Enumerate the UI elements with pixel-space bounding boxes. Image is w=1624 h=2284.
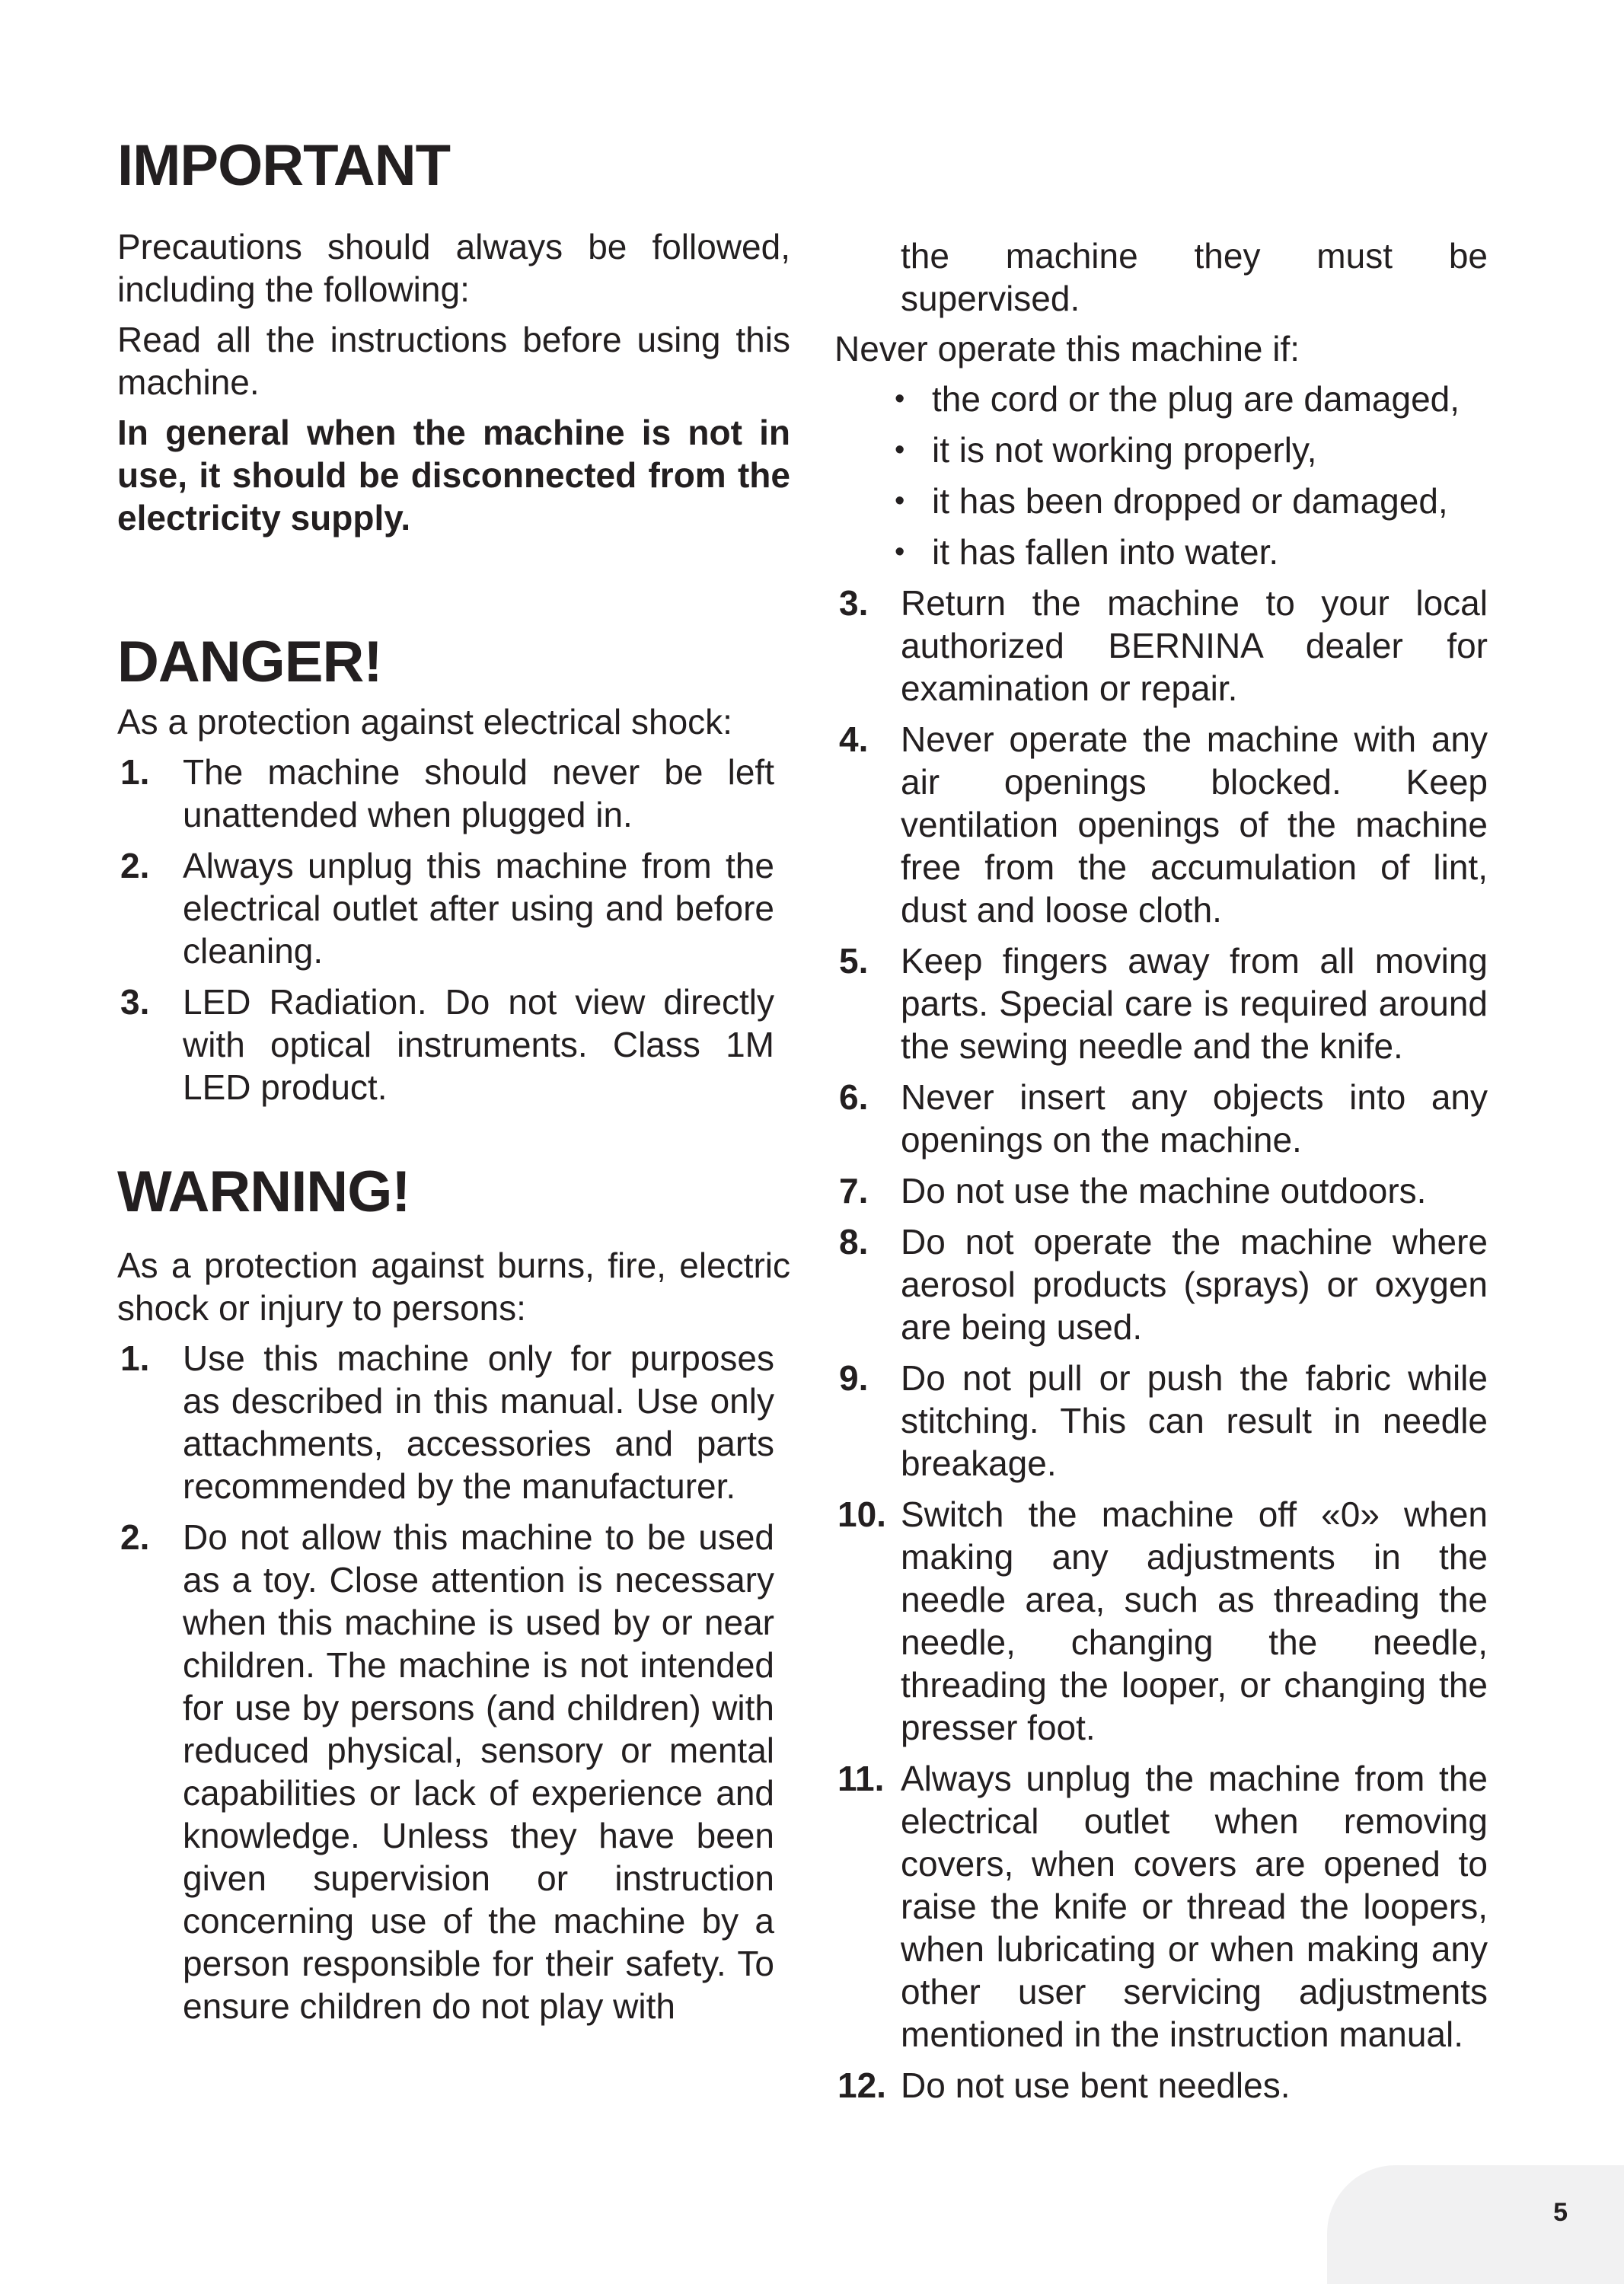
warning-item-number: 10. [838, 1494, 886, 1534]
warning-item-text: Return the machine to your local authorized BERNINA dealer for examination or repair. [901, 583, 1488, 708]
danger-item-text: LED Radiation. Do not view directly with optical instruments. Class 1M LED product. [183, 982, 774, 1107]
danger-item-number: 3. [120, 982, 150, 1022]
danger-item-2 [117, 844, 774, 972]
warning-item-number: 1. [120, 1338, 150, 1378]
page-number: 5 [1553, 2198, 1568, 2227]
bullet-icon: • [895, 485, 905, 517]
never-operate-item [834, 531, 1488, 573]
warning-heading: WARNING! [117, 1160, 410, 1224]
warning-item-12 [834, 2064, 1488, 2107]
important-read-instructions-text: Read all the instructions before using this machine. [117, 320, 790, 402]
warning-item-text: Switch the machine off «0» when making any adjustments in the needle area, such as threading the needle, changing the needle, threading the looper, or changing the presser foot. [901, 1494, 1488, 1747]
warning-item-number: 11. [838, 1759, 885, 1798]
danger-list [117, 751, 774, 1109]
warning-item-text: Never operate the machine with any air openings blocked. Keep ventilation openings of the machine free from the accumulation of lint, dust and loose cloth. [901, 719, 1488, 930]
danger-item-text: Always unplug this machine from the electrical outlet after using and before cleaning. [183, 846, 774, 971]
never-operate-item-text: it is not working properly, [932, 430, 1317, 470]
warning-item-3 [834, 582, 1488, 710]
danger-item-number: 2. [120, 846, 150, 885]
warning-item-number: 8. [839, 1222, 869, 1262]
bullet-icon: • [895, 434, 905, 466]
warning-item-number: 4. [839, 719, 869, 759]
warning-item-text: Do not use the machine outdoors. [901, 1171, 1427, 1211]
warning-item-text: Keep fingers away from all moving parts. Special care is required around the sewing needle and the knife. [901, 941, 1488, 1066]
bullet-icon: • [895, 383, 905, 415]
never-operate-item [834, 480, 1488, 522]
never-operate-item-text: it has fallen into water. [932, 532, 1279, 572]
never-operate-list [834, 378, 1488, 573]
warning-item-7 [834, 1169, 1488, 1212]
never-operate-item-text: it has been dropped or damaged, [932, 481, 1448, 521]
left-column [117, 0, 790, 2036]
never-operate-item [834, 378, 1488, 420]
warning-intro: As a protection against burns, fire, electric shock or injury to persons: [117, 1246, 790, 1328]
page-number-tab [1327, 2165, 1624, 2284]
warning-item-number: 3. [839, 583, 869, 623]
warning-item-1 [117, 1337, 774, 1507]
warning-item-text: Do not pull or push the fabric while stitching. This can result in needle breakage. [901, 1358, 1488, 1483]
warning-item-8 [834, 1220, 1488, 1348]
danger-item-1 [117, 751, 774, 836]
warning-item-text: Do not operate the machine where aerosol products (sprays) or oxygen are being used. [901, 1222, 1488, 1347]
warning-item-text: Always unplug the machine from the electrical outlet when removing covers, when covers are opened to raise the knife or thread the loopers, when lubricating or when making any other user servicing adjustments mentioned in the instruction manual. [901, 1759, 1488, 2054]
warning-item-10 [834, 1493, 1488, 1749]
warning-item-number: 2. [120, 1517, 150, 1557]
warning-item-number: 12. [838, 2065, 886, 2105]
warning-item-text: Do not use bent needles. [901, 2065, 1291, 2105]
never-operate-intro: Never operate this machine if: [834, 329, 1300, 368]
warning-item-number: 9. [839, 1358, 869, 1398]
warning-item-text: Use this machine only for purposes as described in this manual. Use only attachments, accessories and parts recommended by the manufacturer. [183, 1338, 774, 1506]
warning-item-2-continued: the machine they must be supervised. [901, 236, 1488, 318]
warning-item-4 [834, 718, 1488, 931]
warning-item-number: 5. [839, 941, 869, 981]
bullet-icon: • [895, 536, 905, 568]
important-heading: IMPORTANT [117, 133, 451, 198]
important-precautions-text: Precautions should always be followed, including the following: [117, 227, 790, 309]
danger-intro: As a protection against electrical shock: [117, 702, 732, 742]
important-disconnect-text: In general when the machine is not in use, it should be disconnected from the electricity supply. [117, 413, 790, 538]
warning-item-6 [834, 1076, 1488, 1161]
danger-item-number: 1. [120, 752, 150, 792]
warning-item-9 [834, 1357, 1488, 1485]
danger-heading: DANGER! [117, 630, 382, 694]
warning-list-left [117, 1337, 774, 2027]
never-operate-item [834, 429, 1488, 471]
right-column [834, 0, 1488, 2115]
danger-item-text: The machine should never be left unattended when plugged in. [183, 752, 774, 834]
warning-item-text: Do not allow this machine to be used as a toy. Close attention is necessary when this machine is used by or near children. The machine is not intended for use by persons (and children) with reduced physical, sensory or mental capabilities or lack of experience and knowledge. Unless they have been given supervision or instruction concerning use of the machine by a person responsible for their safety. To ensure children do not play with [183, 1517, 774, 2026]
warning-item-5 [834, 939, 1488, 1067]
warning-item-2 [117, 1516, 774, 2027]
never-operate-item-text: the cord or the plug are damaged, [932, 379, 1460, 419]
danger-item-3 [117, 981, 774, 1109]
warning-list-right [834, 582, 1488, 2107]
warning-item-number: 6. [839, 1077, 869, 1117]
warning-item-number: 7. [839, 1171, 869, 1211]
warning-item-11 [834, 1757, 1488, 2056]
warning-item-text: Never insert any objects into any openings on the machine. [901, 1077, 1488, 1160]
